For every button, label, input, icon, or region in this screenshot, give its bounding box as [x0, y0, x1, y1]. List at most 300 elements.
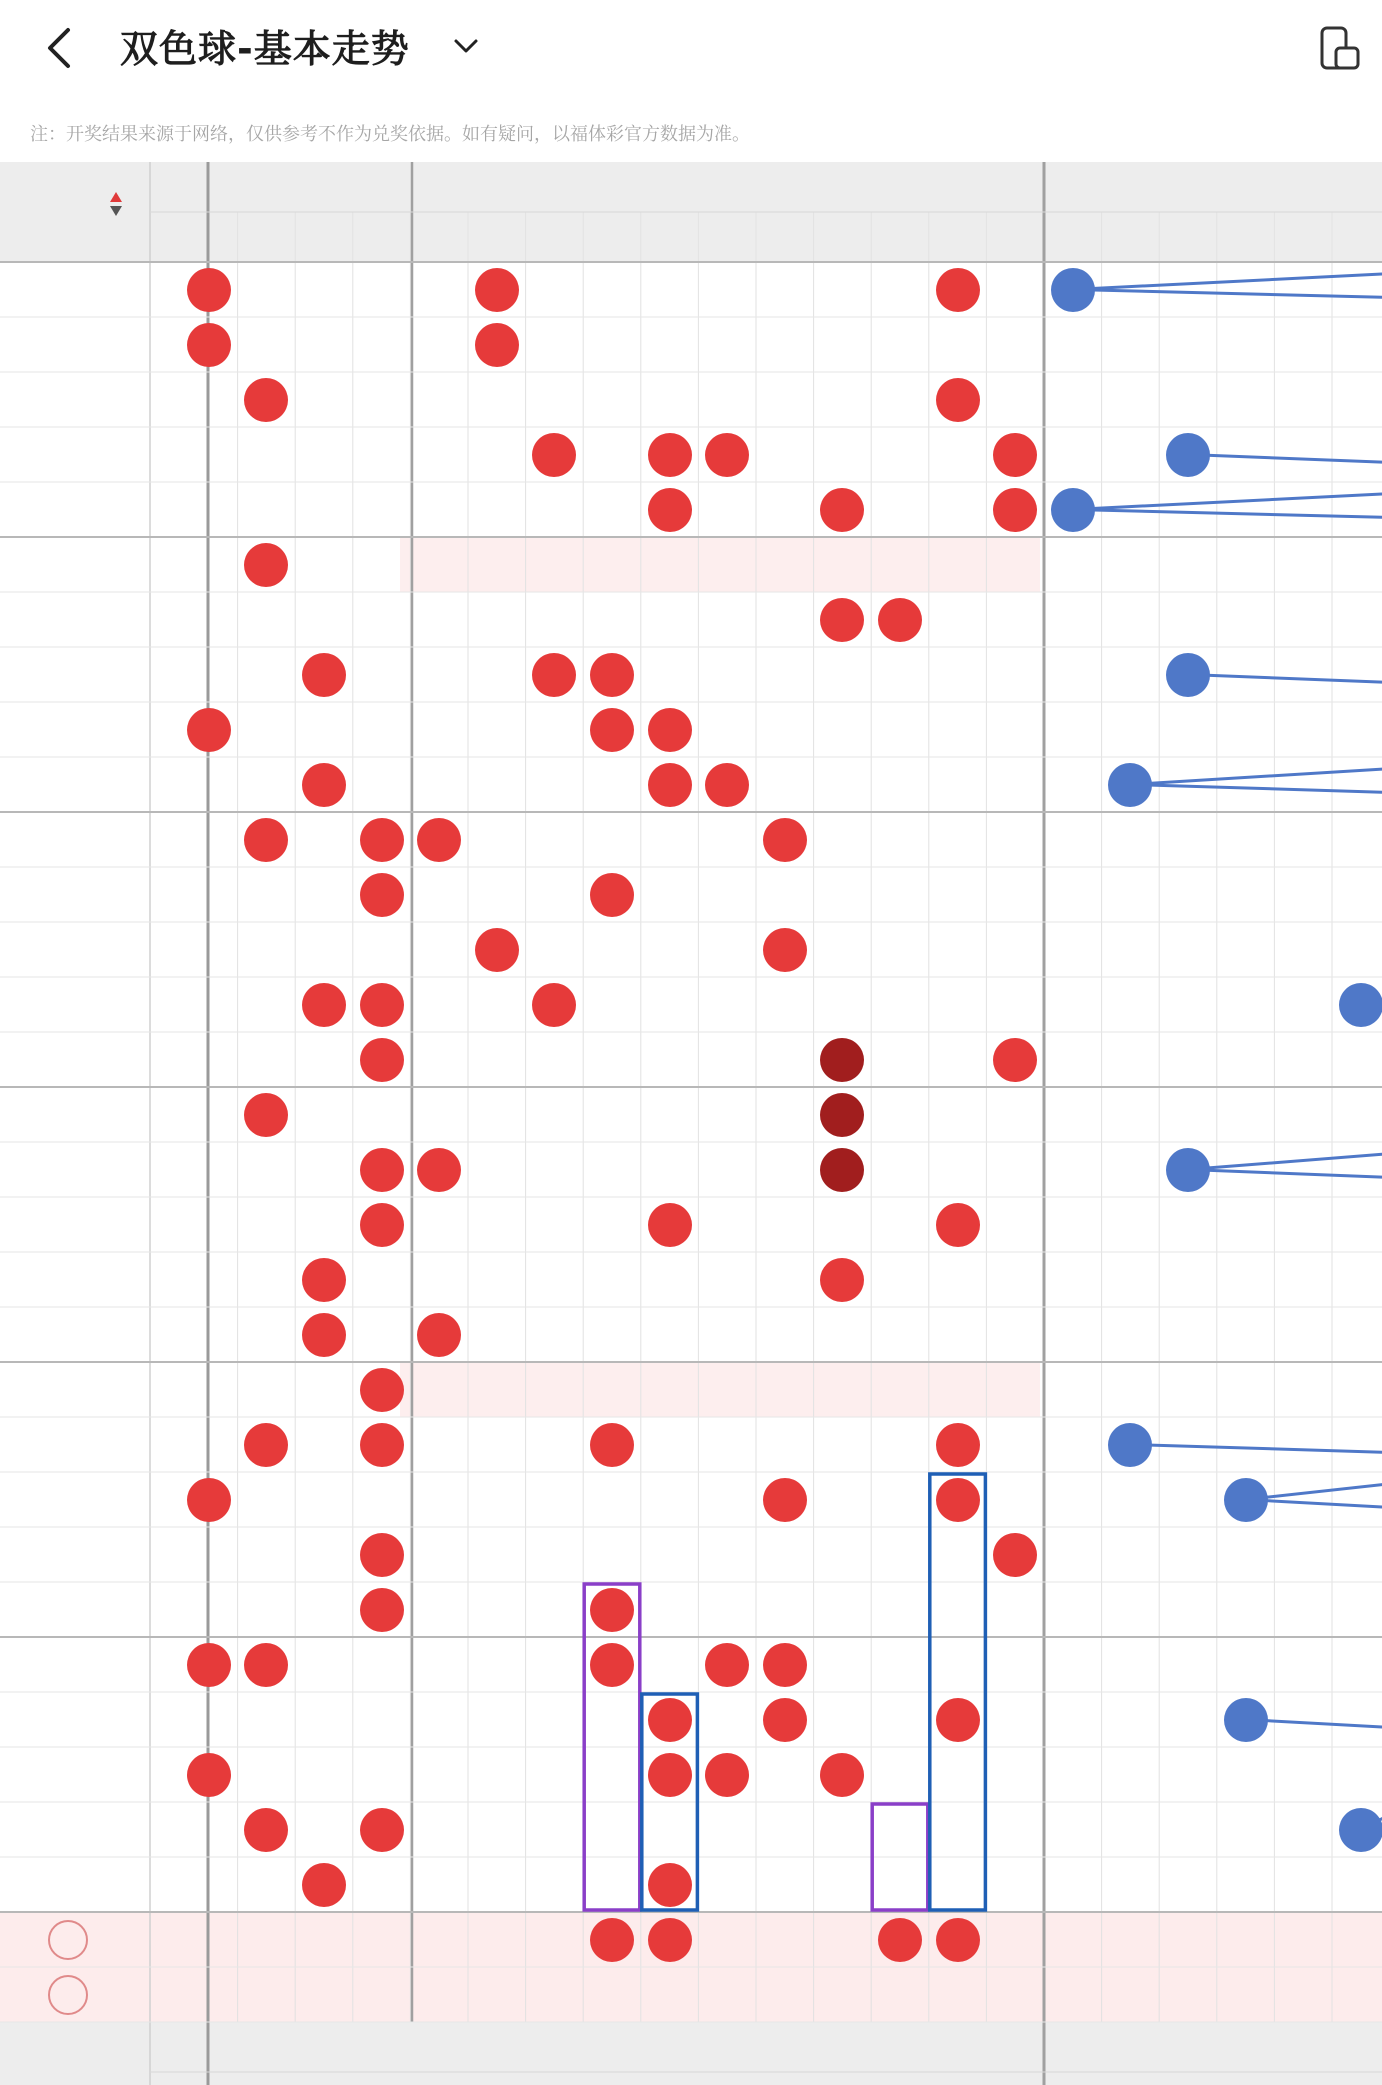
red-miss-count — [756, 262, 814, 317]
red-miss-count — [468, 1142, 526, 1197]
red-miss-count — [410, 867, 468, 922]
blue-miss-count — [1274, 977, 1332, 1032]
red-ball — [820, 1258, 864, 1302]
blue-miss-count — [1102, 647, 1160, 702]
red-miss-count — [871, 482, 929, 537]
red-miss-count — [526, 812, 584, 867]
blue-miss-count — [1332, 1362, 1382, 1417]
red-miss-count — [410, 1857, 468, 1912]
red-miss-count — [929, 1032, 987, 1087]
red-miss-count — [641, 1032, 699, 1087]
blue-miss-count — [1332, 1472, 1382, 1527]
red-miss-count — [526, 1692, 584, 1747]
red-miss-count — [641, 537, 699, 592]
chevron-left-icon[interactable] — [40, 24, 80, 72]
red-miss-count — [814, 1417, 872, 1472]
red-miss-count — [929, 1362, 987, 1417]
red-ball — [705, 433, 749, 477]
red-miss-count — [238, 592, 296, 647]
blue-miss-count — [1217, 537, 1275, 592]
red-miss-count — [583, 1087, 641, 1142]
red-miss-count — [410, 482, 468, 537]
red-miss-count — [526, 922, 584, 977]
blue-miss-count — [1274, 372, 1332, 427]
red-miss-count — [526, 1197, 584, 1252]
page-title[interactable]: 双色球-基本走势 — [120, 27, 410, 71]
red-miss-count — [583, 1527, 641, 1582]
blue-miss-count — [1044, 702, 1102, 757]
red-miss-count — [698, 1142, 756, 1197]
blue-miss-count — [1332, 372, 1382, 427]
red-miss-count — [526, 1747, 584, 1802]
red-miss-count — [180, 537, 238, 592]
blue-miss-count — [1274, 1802, 1332, 1857]
red-miss-count — [929, 427, 987, 482]
red-miss-count — [871, 1417, 929, 1472]
red-miss-count — [986, 647, 1044, 702]
issue-cell — [0, 537, 150, 592]
red-miss-count — [929, 1087, 987, 1142]
blue-miss-count — [1159, 1032, 1217, 1087]
blue-miss-count — [1274, 1857, 1332, 1912]
blue-miss-count — [1044, 1087, 1102, 1142]
issue-cell — [0, 1417, 150, 1472]
red-ball — [187, 323, 231, 367]
blue-miss-count — [1332, 1637, 1382, 1692]
blue-miss-count — [1159, 812, 1217, 867]
red-miss-count — [698, 592, 756, 647]
red-miss-count — [641, 1582, 699, 1637]
red-miss-count — [814, 702, 872, 757]
red-ball — [302, 763, 346, 807]
blue-miss-count — [1102, 1527, 1160, 1582]
red-miss-count — [698, 482, 756, 537]
blue-miss-count — [1159, 1362, 1217, 1417]
blue-miss-count — [1044, 812, 1102, 867]
issue-cell — [0, 1637, 150, 1692]
blue-miss-count — [1102, 592, 1160, 647]
red-miss-count — [468, 372, 526, 427]
rotate-screen-icon[interactable] — [1318, 24, 1362, 72]
blue-miss-count — [1044, 1692, 1102, 1747]
red-miss-count — [986, 262, 1044, 317]
red-miss-count — [929, 592, 987, 647]
red-miss-count — [180, 867, 238, 922]
red-miss-count — [814, 647, 872, 702]
red-miss-count — [814, 922, 872, 977]
red-miss-count — [468, 702, 526, 757]
red-miss-count — [756, 1417, 814, 1472]
pick-blue-number — [1217, 1912, 1275, 1967]
pick-red-number — [756, 1967, 814, 2022]
blue-miss-count — [1332, 1142, 1382, 1197]
blue-column-header — [1274, 212, 1332, 262]
red-ball — [878, 598, 922, 642]
red-ball — [705, 1643, 749, 1687]
zone-header — [412, 162, 1044, 212]
red-miss-count — [756, 1142, 814, 1197]
red-miss-count — [353, 1472, 411, 1527]
red-miss-count — [468, 977, 526, 1032]
issue-cell — [0, 1087, 150, 1142]
red-miss-count — [295, 812, 353, 867]
red-ball — [590, 873, 634, 917]
blue-miss-count — [1274, 482, 1332, 537]
blue-miss-count — [1332, 922, 1382, 977]
red-miss-count — [871, 1252, 929, 1307]
red-ball — [936, 1698, 980, 1742]
red-miss-count — [929, 1802, 987, 1857]
red-ball — [648, 763, 692, 807]
blue-miss-count — [1217, 922, 1275, 977]
blue-miss-count — [1044, 1307, 1102, 1362]
red-miss-count — [756, 482, 814, 537]
red-miss-count — [410, 1747, 468, 1802]
red-miss-count — [526, 1142, 584, 1197]
red-miss-count — [871, 867, 929, 922]
red-miss-count — [641, 1802, 699, 1857]
blue-miss-count — [1159, 702, 1217, 757]
blue-miss-count — [1102, 977, 1160, 1032]
red-miss-count — [986, 1747, 1044, 1802]
red-ball — [244, 1643, 288, 1687]
red-miss-count — [526, 1252, 584, 1307]
red-miss-count — [756, 1032, 814, 1087]
red-miss-count — [410, 1032, 468, 1087]
red-miss-count — [641, 1362, 699, 1417]
issue-cell — [0, 1197, 150, 1252]
red-miss-count — [526, 592, 584, 647]
blue-miss-count — [1044, 1417, 1102, 1472]
red-miss-count — [526, 482, 584, 537]
red-miss-count — [929, 1637, 987, 1692]
red-miss-count — [871, 1692, 929, 1747]
red-miss-count — [410, 1472, 468, 1527]
red-ball — [820, 1753, 864, 1797]
blue-miss-count — [1217, 482, 1275, 537]
red-miss-count — [583, 1252, 641, 1307]
blue-miss-count — [1217, 1582, 1275, 1637]
red-miss-count — [180, 592, 238, 647]
blue-miss-count — [1102, 482, 1160, 537]
red-miss-count — [583, 757, 641, 812]
header-bar — [0, 0, 1382, 100]
red-miss-count — [180, 757, 238, 812]
pick-blue-number — [1332, 1967, 1382, 2022]
blue-miss-count — [1044, 1362, 1102, 1417]
red-miss-count — [698, 537, 756, 592]
red-ball — [244, 378, 288, 422]
issue-cell — [0, 1692, 150, 1747]
red-miss-count — [468, 1637, 526, 1692]
red-miss-count — [583, 812, 641, 867]
blue-miss-count — [1102, 1637, 1160, 1692]
blue-miss-count — [1332, 1417, 1382, 1472]
red-ball — [360, 1038, 404, 1082]
red-miss-count — [295, 482, 353, 537]
red-miss-count — [986, 592, 1044, 647]
pick-blue-number — [1102, 1967, 1160, 2022]
blue-miss-count — [1332, 482, 1382, 537]
blue-miss-count — [1217, 1527, 1275, 1582]
red-miss-count — [583, 1362, 641, 1417]
red-miss-count — [410, 592, 468, 647]
blue-miss-count — [1159, 1087, 1217, 1142]
red-column-header — [238, 212, 296, 262]
red-miss-count — [756, 1197, 814, 1252]
red-miss-count — [871, 1472, 929, 1527]
pick-red-number — [814, 1912, 872, 1967]
blue-miss-count — [1159, 592, 1217, 647]
pick-red-number — [353, 1967, 411, 2022]
blue-miss-count — [1274, 537, 1332, 592]
red-ball — [648, 708, 692, 752]
issue-cell — [0, 482, 150, 537]
red-miss-count — [871, 1527, 929, 1582]
pick-red-number — [295, 1912, 353, 1967]
red-ball — [360, 1808, 404, 1852]
pick-red-number — [180, 1967, 238, 2022]
red-miss-count — [641, 812, 699, 867]
red-ball — [648, 433, 692, 477]
issue-cell — [0, 1032, 150, 1087]
pick-blue-number — [1044, 1967, 1102, 2022]
issue-cell — [0, 427, 150, 482]
blue-miss-count — [1274, 1527, 1332, 1582]
pick-red-number — [238, 1967, 296, 2022]
red-miss-count — [353, 702, 411, 757]
blue-miss-count — [1102, 1802, 1160, 1857]
red-miss-count — [295, 537, 353, 592]
red-miss-count — [641, 867, 699, 922]
selected-red-ball — [590, 1918, 634, 1962]
red-miss-count — [238, 1582, 296, 1637]
red-miss-count — [295, 1197, 353, 1252]
blue-miss-count — [1332, 1692, 1382, 1747]
red-miss-count — [238, 1692, 296, 1747]
red-miss-count — [238, 1252, 296, 1307]
red-miss-count — [641, 592, 699, 647]
pick-red-number — [410, 1912, 468, 1967]
red-ball — [302, 983, 346, 1027]
red-miss-count — [814, 1802, 872, 1857]
red-miss-count — [698, 867, 756, 922]
red-miss-count — [238, 1197, 296, 1252]
red-miss-count — [468, 1197, 526, 1252]
red-miss-count — [814, 1197, 872, 1252]
red-miss-count — [929, 757, 987, 812]
blue-miss-count — [1044, 537, 1102, 592]
red-miss-count — [929, 537, 987, 592]
blue-miss-count — [1102, 372, 1160, 427]
pick-blue-number — [1159, 1967, 1217, 2022]
red-miss-count — [353, 1692, 411, 1747]
red-miss-count — [468, 1417, 526, 1472]
red-ball — [302, 1258, 346, 1302]
blue-miss-count — [1102, 812, 1160, 867]
red-ball — [936, 1203, 980, 1247]
red-miss-count — [180, 647, 238, 702]
blue-miss-count — [1159, 482, 1217, 537]
blue-miss-count — [1159, 317, 1217, 372]
disclaimer-note: 注：开奖结果来源于网络，仅供参考不作为兑奖依据。如有疑问，以福体彩官方数据为准。 — [30, 124, 750, 145]
red-ball — [993, 1533, 1037, 1577]
red-miss-count — [814, 372, 872, 427]
red-miss-count — [756, 427, 814, 482]
red-miss-count — [180, 812, 238, 867]
red-miss-count — [180, 1087, 238, 1142]
red-ball — [244, 543, 288, 587]
red-miss-count — [929, 317, 987, 372]
trend-table[interactable] — [0, 162, 1382, 2085]
red-miss-count — [698, 977, 756, 1032]
blue-miss-count — [1159, 1802, 1217, 1857]
red-miss-count — [468, 482, 526, 537]
blue-miss-count — [1102, 1197, 1160, 1252]
red-miss-count — [756, 702, 814, 757]
red-miss-count — [986, 1142, 1044, 1197]
pick-blue-number — [1332, 1912, 1382, 1967]
red-miss-count — [929, 1747, 987, 1802]
red-miss-count — [526, 1527, 584, 1582]
blue-miss-count — [1044, 427, 1102, 482]
red-miss-count — [526, 757, 584, 812]
issue-cell — [0, 647, 150, 702]
issue-cell — [0, 1307, 150, 1362]
red-miss-count — [180, 1857, 238, 1912]
footer-zone-header — [412, 2022, 1044, 2072]
red-miss-count — [698, 1582, 756, 1637]
red-ball — [302, 1313, 346, 1357]
red-miss-count — [814, 262, 872, 317]
red-miss-count — [756, 317, 814, 372]
pick-red-number — [698, 1967, 756, 2022]
red-miss-count — [410, 1252, 468, 1307]
pick-red-number — [814, 1967, 872, 2022]
red-column-header — [353, 212, 411, 262]
red-miss-count — [238, 977, 296, 1032]
red-miss-count — [526, 1362, 584, 1417]
blue-miss-count — [1217, 1747, 1275, 1802]
red-ball — [763, 1478, 807, 1522]
pick-red-number — [468, 1967, 526, 2022]
pick-radio[interactable] — [48, 1920, 88, 1960]
red-miss-count — [468, 867, 526, 922]
blue-miss-count — [1217, 1252, 1275, 1307]
red-ball — [648, 1863, 692, 1907]
red-miss-count — [295, 1527, 353, 1582]
red-ball — [302, 653, 346, 697]
red-miss-count — [410, 1197, 468, 1252]
blue-miss-count — [1159, 922, 1217, 977]
pick-red-number — [698, 1912, 756, 1967]
blue-miss-count — [1044, 1252, 1102, 1307]
red-miss-count — [814, 537, 872, 592]
red-miss-count — [583, 922, 641, 977]
red-miss-count — [295, 1637, 353, 1692]
issue-cell — [0, 702, 150, 757]
pick-red-number — [986, 1912, 1044, 1967]
red-miss-count — [986, 372, 1044, 427]
pick-red-number — [410, 1967, 468, 2022]
red-miss-count — [814, 1527, 872, 1582]
blue-miss-count — [1044, 1802, 1102, 1857]
red-miss-count — [180, 372, 238, 427]
blue-miss-count — [1274, 757, 1332, 812]
red-miss-count — [238, 867, 296, 922]
pick-blue-number — [1044, 1912, 1102, 1967]
blue-column-header — [1332, 212, 1382, 262]
issue-cell — [0, 372, 150, 427]
blue-miss-count — [1102, 1032, 1160, 1087]
red-miss-count — [180, 1692, 238, 1747]
red-ball — [360, 1148, 404, 1192]
red-ball — [532, 653, 576, 697]
red-miss-count — [871, 1362, 929, 1417]
blue-miss-count — [1159, 537, 1217, 592]
red-miss-count — [986, 317, 1044, 372]
blue-miss-count — [1159, 372, 1217, 427]
red-miss-count — [986, 1087, 1044, 1142]
blue-miss-count — [1044, 1142, 1102, 1197]
blue-miss-count — [1274, 922, 1332, 977]
red-miss-count — [353, 317, 411, 372]
red-miss-count — [353, 592, 411, 647]
blue-miss-count — [1044, 647, 1102, 702]
blue-miss-count — [1274, 702, 1332, 757]
red-miss-count — [526, 372, 584, 427]
red-miss-count — [698, 1307, 756, 1362]
red-ball — [417, 1313, 461, 1357]
blue-miss-count — [1332, 1252, 1382, 1307]
pick-radio[interactable] — [48, 1975, 88, 2015]
red-miss-count — [641, 922, 699, 977]
red-miss-count — [410, 1582, 468, 1637]
red-miss-count — [353, 1857, 411, 1912]
blue-miss-count — [1217, 1637, 1275, 1692]
red-miss-count — [871, 537, 929, 592]
red-miss-count — [468, 1032, 526, 1087]
red-miss-count — [295, 317, 353, 372]
issue-cell — [0, 977, 150, 1032]
selected-red-ball — [648, 1918, 692, 1962]
red-miss-count — [929, 647, 987, 702]
red-miss-count — [410, 977, 468, 1032]
blue-miss-count — [1274, 1637, 1332, 1692]
blue-miss-count — [1332, 1032, 1382, 1087]
red-miss-count — [814, 1857, 872, 1912]
red-miss-count — [871, 647, 929, 702]
red-miss-count — [180, 1582, 238, 1637]
blue-ball — [1051, 488, 1095, 532]
issue-cell — [0, 592, 150, 647]
red-miss-count — [871, 262, 929, 317]
red-miss-count — [871, 1087, 929, 1142]
red-ball — [763, 1643, 807, 1687]
blue-miss-count — [1274, 1087, 1332, 1142]
blue-miss-count — [1217, 1857, 1275, 1912]
chevron-down-icon[interactable] — [448, 28, 484, 64]
red-ball — [360, 1533, 404, 1577]
red-miss-count — [295, 372, 353, 427]
red-ball — [244, 1808, 288, 1852]
pick-blue-number — [1102, 1912, 1160, 1967]
pick-red-number — [583, 1967, 641, 2022]
red-miss-count — [871, 1747, 929, 1802]
red-miss-count — [814, 1362, 872, 1417]
red-miss-count — [756, 537, 814, 592]
blue-miss-count — [1102, 1857, 1160, 1912]
